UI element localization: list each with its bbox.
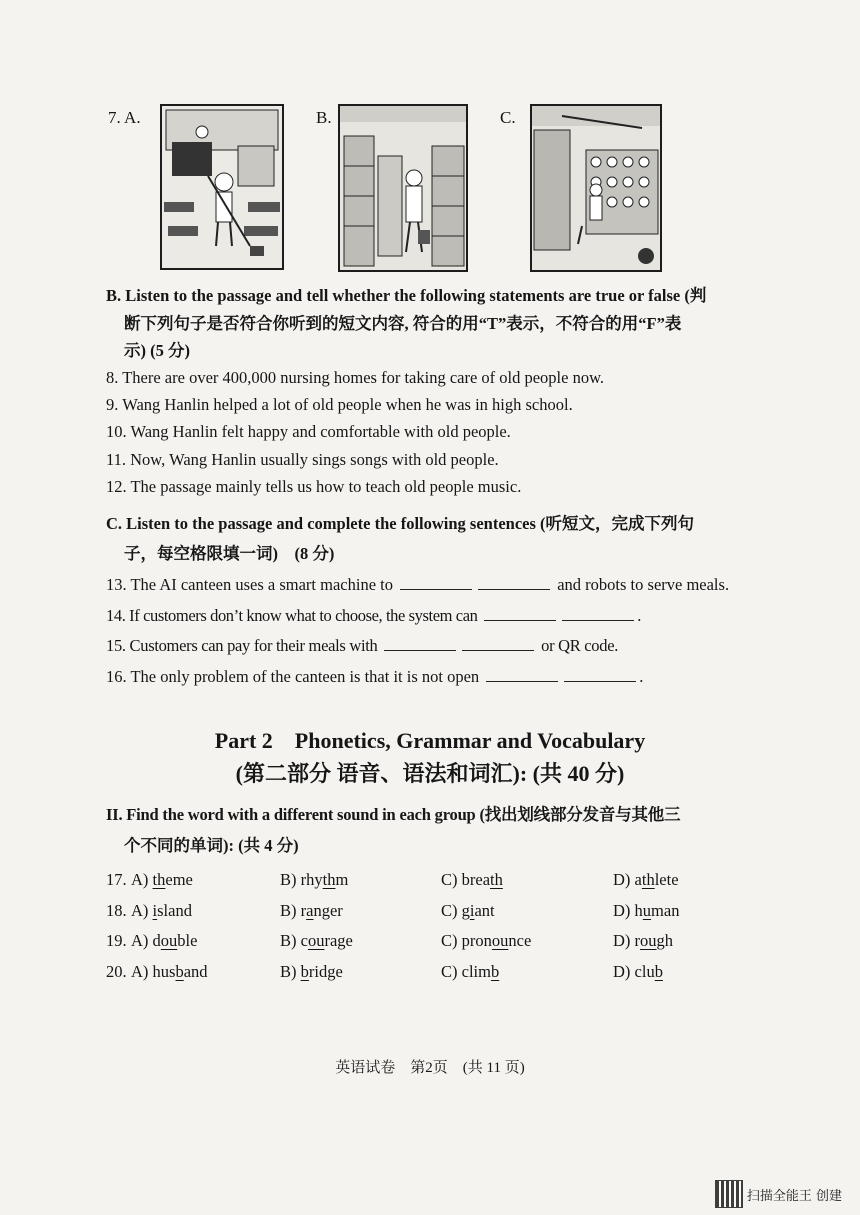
question-19-number: 19. [106,931,127,950]
underlined-letters: b [300,962,309,981]
underlined-letters: a [306,901,314,920]
option-c-q17[interactable] [441,870,503,890]
option-text: C) pron [441,931,492,950]
underlined-letters: th [641,870,655,889]
underlined-letters: u [642,901,652,920]
library-picture [338,104,468,272]
underlined-letters: b [490,962,500,981]
option-b-q17[interactable] [280,870,348,890]
answer-blank[interactable] [384,636,456,651]
option-text: C) brea [441,870,491,889]
question-20-number: 20. [106,962,127,981]
option-d-q19[interactable] [613,931,673,951]
question-14-text-end: . [637,606,641,625]
option-c-q20[interactable] [441,962,499,982]
classroom-picture [160,104,284,270]
underlined-letters: ou [491,931,509,950]
underlined-letters: ou [640,931,657,950]
option-a-q17[interactable] [131,870,193,890]
question-9: 9. Wang Hanlin helped a lot of old people when he was in high school. [106,395,573,414]
question-13 [106,575,729,595]
section-ii-title: II. Find the word with a different sound in each group (找出划线部分发音与其他三 [106,805,681,824]
question-13-text-end: and robots to serve meals. [557,575,730,594]
underlined-letters: b [175,962,184,981]
underlined-letters: i [469,901,475,920]
option-text: lete [654,870,679,889]
question-15-text-end: or QR code. [541,636,619,655]
option-text: ble [177,931,198,950]
answer-blank[interactable] [400,575,472,590]
option-text: A) hus [131,962,176,981]
question-15-text: 15. Customers can pay for their meals with [106,636,378,655]
underlined-letters: th [152,870,166,889]
option-text: eme [165,870,193,889]
answer-blank[interactable] [478,575,550,590]
option-text: D) h [613,901,643,920]
underlined-letters: th [490,870,503,889]
part-2-subtitle: (第二部分 语音、语法和词汇): (共 40 分) [235,761,625,786]
underlined-letters: th [322,870,336,889]
option-b-q19[interactable] [280,931,353,951]
option-d-q18[interactable] [613,901,679,921]
sports-room-picture [530,104,662,272]
option-d-q20[interactable] [613,962,663,982]
question-16-text-end: . [639,667,644,686]
question-16-text: 16. The only problem of the canteen is that it is not open [106,667,480,686]
option-text: ant [474,901,495,920]
watermark-text: 扫描全能王 创建 [746,1188,842,1204]
option-b-q20[interactable] [280,962,343,982]
underlined-letters: b [654,962,663,981]
answer-blank[interactable] [486,667,558,682]
question-18-number: 18. [106,901,127,920]
option-text: B) rhy [280,870,323,889]
option-text: D) r [613,931,641,950]
section-b-title-cont: 断下列句子是否符合你听到的短文内容, 符合的用“T”表示，不符合的用“F”表 [124,314,682,333]
option-text: A) [131,901,153,920]
page-footer: 英语试卷 第2页 (共 11 页) [335,1060,525,1076]
answer-blank[interactable] [462,636,534,651]
answer-blank[interactable] [564,667,636,682]
option-text: man [651,901,680,920]
question-16 [106,667,643,687]
option-text: C) g [441,901,470,920]
section-c-title: C. Listen to the passage and complete the following sentences (听短文，完成下列句 [106,514,695,533]
underlined-letters: i [152,901,158,920]
question-13-text: 13. The AI canteen uses a smart machine to [106,575,393,594]
option-text: B) c [280,931,308,950]
question-11: 11. Now, Wang Hanlin usually sings songs with old people. [106,450,499,469]
option-text: nce [508,931,532,950]
answer-blank[interactable] [484,606,556,621]
option-text: B) r [280,901,307,920]
q7-option-c: C. [500,108,516,127]
question-14 [106,606,641,626]
option-c-q18[interactable] [441,901,495,921]
option-d-q17[interactable] [613,870,679,890]
option-a-q18[interactable] [131,901,192,921]
option-text: ridge [308,962,343,981]
question-12: 12. The passage mainly tells us how to teach old people music. [106,477,522,496]
option-text: B) [280,962,301,981]
question-17-number: 17. [106,870,127,889]
question-15 [106,636,618,656]
section-b-title-end: 示) (5 分) [124,341,190,360]
question-8: 8. There are over 400,000 nursing homes for taking care of old people now. [106,368,605,387]
answer-blank[interactable] [562,606,634,621]
option-text: m [335,870,349,889]
option-b-q18[interactable] [280,901,343,921]
scanner-watermark [715,1180,842,1208]
qr-code-icon [715,1180,743,1208]
section-b-title: B. Listen to the passage and tell whether the following statements are true or false (判 [106,286,707,305]
section-c-title-cont: 子，每空格限填一词) (8 分) [124,544,335,563]
option-text: C) clim [441,962,491,981]
underlined-letters: ou [160,931,178,950]
question-10: 10. Wang Hanlin felt happy and comfortable with old people. [106,422,511,441]
option-text: A) d [131,931,161,950]
option-a-q19[interactable] [131,931,197,951]
question-14-text: 14. If customers don’t know what to choose, the system can [106,606,478,625]
option-text: and [183,962,208,981]
option-text: gh [656,931,674,950]
option-text: rage [324,931,353,950]
underlined-letters: ou [307,931,325,950]
q7-option-b: B. [316,108,332,127]
option-text: D) clu [613,962,655,981]
option-text: D) a [613,870,642,889]
part-2-title: Part 2 Phonetics, Grammar and Vocabulary [214,728,646,753]
option-text: A) [131,870,153,889]
q7-number: 7. A. [108,108,141,127]
option-c-q19[interactable] [441,931,531,951]
section-ii-title-cont: 个不同的单词): (共 4 分) [124,836,299,855]
option-text: nger [313,901,343,920]
option-a-q20[interactable] [131,962,208,982]
option-text: sland [157,901,192,920]
